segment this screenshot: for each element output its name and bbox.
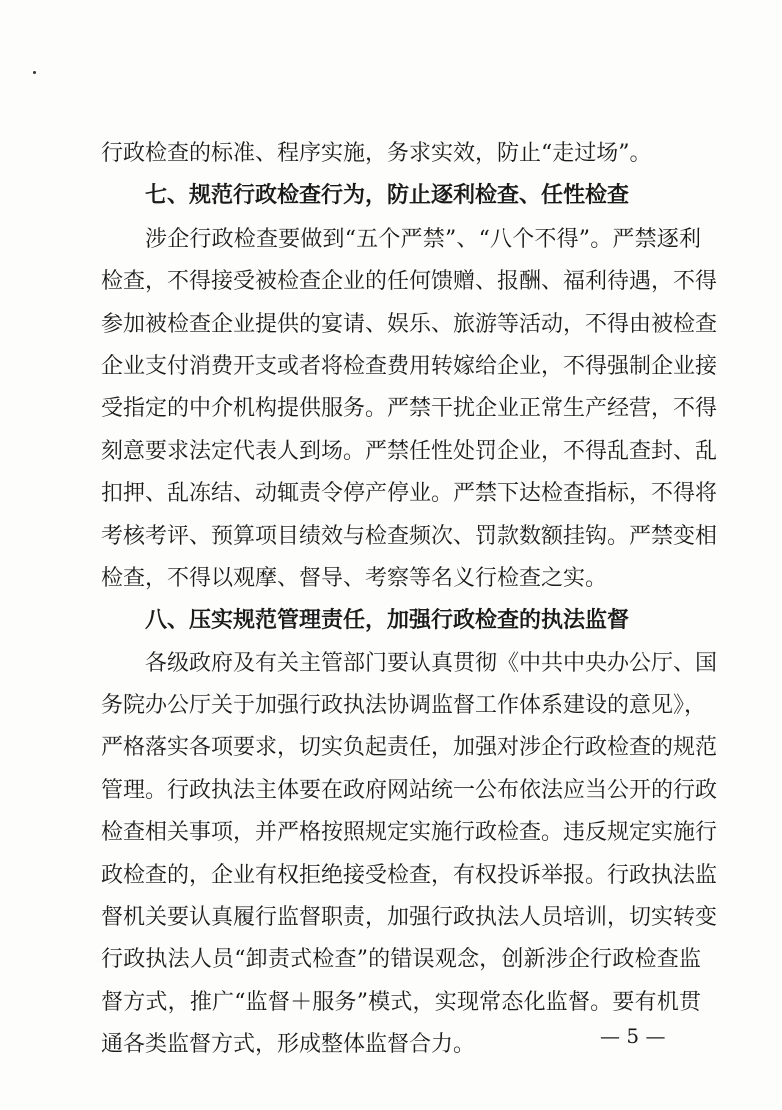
section-8-line: 严格落实各项要求，切实负起责任，加强对涉企行政检查的规范 [101,735,718,760]
section-8-line: 督机关要认真履行监督职责，加强行政执法人员培训，切实转变 [101,905,718,930]
section-7-line: 检查，不得以观摩、督导、考察等名义行检查之实。 [101,566,608,591]
section-7-heading: 七、规范行政检查行为，防止逐利检查、任性检查 [145,183,630,208]
paragraph-continuation-line: 行政检查的标准、程序实施，务求实效，防止“走过场”。 [101,141,652,166]
section-7-line: 企业支付消费开支或者将检查费用转嫁给企业，不得强制企业接 [101,354,718,379]
section-8-line: 政检查的，企业有权拒绝接受检查，有权投诉举报。行政执法监 [101,863,718,888]
section-8-line: 务院办公厅关于加强行政执法协调监督工作体系建设的意见》， [101,693,707,718]
section-8-line: 督方式，推广“监督＋服务”模式，实现常态化监督。要有机贯 [101,990,701,1015]
section-7-line: 受指定的中介机构提供服务。严禁干扰企业正常生产经营，不得 [101,396,718,421]
page-number: — 5 — [600,1024,666,1048]
section-7-line: 检查，不得接受被检查企业的任何馈赠、报酬、福利待遇，不得 [101,269,718,294]
section-7-line: 涉企行政检查要做到“五个严禁”、“八个不得”。严禁逐利 [145,227,701,252]
section-7-line: 扣押、乱冻结、动辄责令停产停业。严禁下达检查指标，不得将 [101,481,718,506]
section-7-line: 考核考评、预算项目绩效与检查频次、罚款数额挂钩。严禁变相 [101,524,718,549]
section-7-line: 参加被检查企业提供的宴请、娱乐、旅游等活动，不得由被检查 [101,312,718,337]
section-8-line: 检查相关事项，并严格按照规定实施行政检查。违反规定实施行 [101,820,718,845]
section-8-heading: 八、压实规范管理责任，加强行政检查的执法监督 [145,608,630,633]
section-8-line: 通各类监督方式，形成整体监督合力。 [101,1032,476,1057]
section-7-line: 刻意要求法定代表人到场。严禁任性处罚企业，不得乱查封、乱 [101,439,718,464]
section-8-line: 管理。行政执法主体要在政府网站统一公布依法应当公开的行政 [101,778,718,803]
section-8-line: 行政执法人员“卸责式检查”的错误观念，创新涉企行政检查监 [101,947,701,972]
section-8-line: 各级政府及有关主管部门要认真贯彻《中共中央办公厅、国 [145,651,718,676]
scan-speck [33,71,36,74]
